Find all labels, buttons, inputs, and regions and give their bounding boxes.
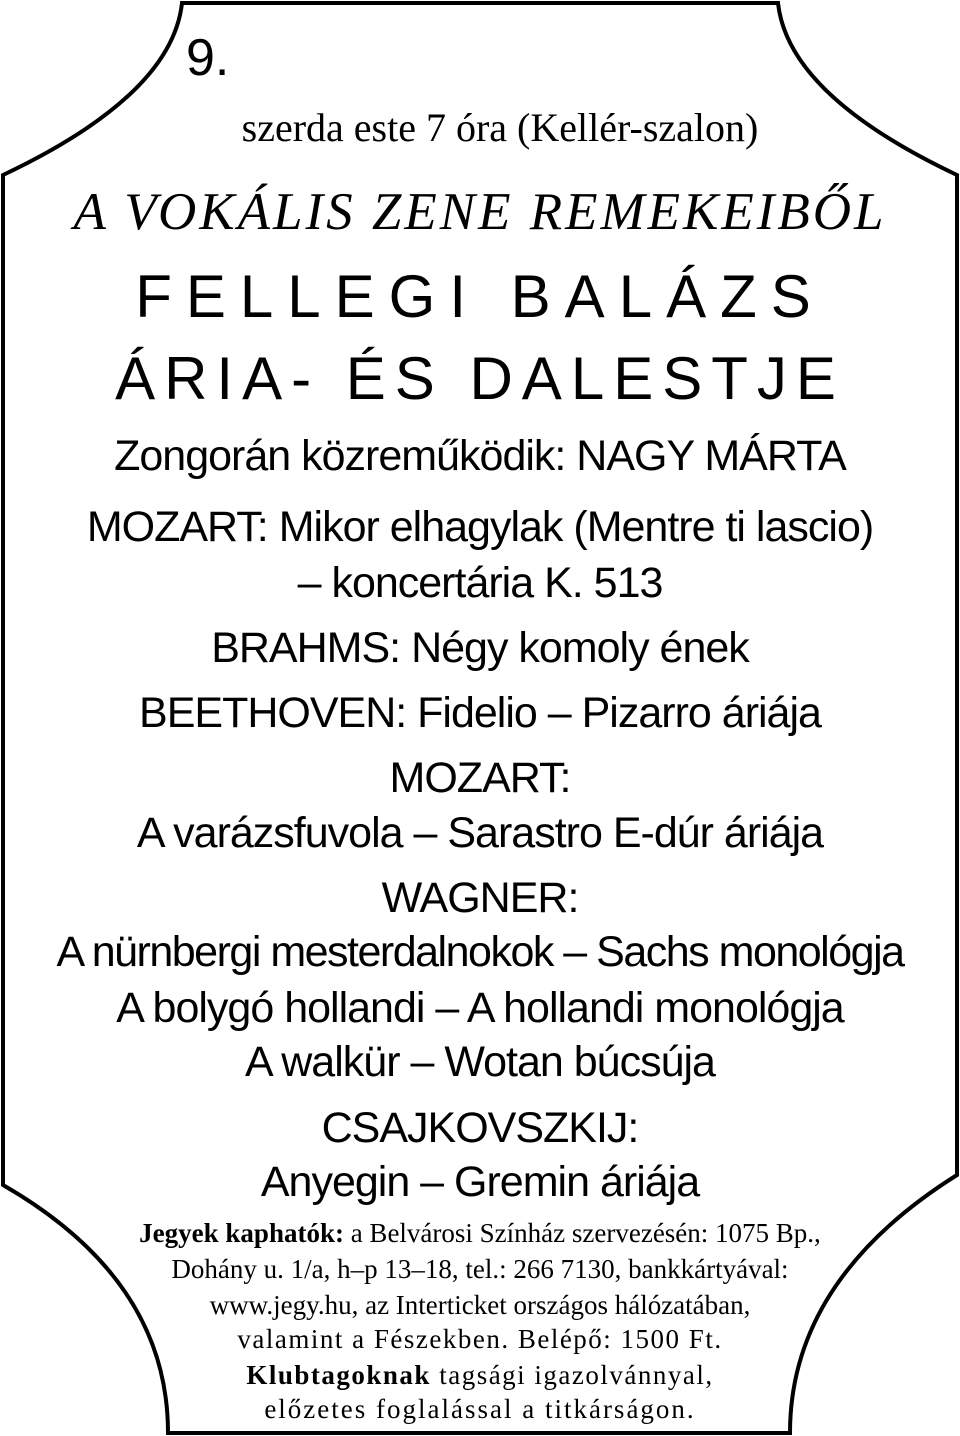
tickets-line-2: Dohány u. 1/a, h–p 13–18, tel.: 266 7130, bankkártyával: xyxy=(171,1254,789,1284)
performer-name: FELLEGI BALÁZS xyxy=(135,263,825,330)
tickets-label: Jegyek kaphatók: xyxy=(139,1218,344,1248)
program-item: MOZART: Mikor elhagylak (Mentre ti lascio) xyxy=(86,503,874,551)
tickets-line-4: valamint a Fészekben. Belépő: 1500 Ft. xyxy=(237,1324,723,1354)
composer-heading: MOZART: xyxy=(389,754,571,802)
program-item: A nürnbergi mesterdalnokok – Sachs monológja xyxy=(56,928,904,976)
series-title: A VOKÁLIS ZENE REMEKEIBŐL xyxy=(73,183,887,241)
program-item: A bolygó hollandi – A hollandi monológja xyxy=(116,984,844,1032)
tickets-line-3: www.jegy.hu, az Interticket országos hálózatában, xyxy=(209,1290,751,1320)
event-schedule: szerda este 7 óra (Kellér-szalon) xyxy=(241,105,759,150)
program-item: Anyegin – Gremin áriája xyxy=(260,1158,700,1206)
event-number: 9. xyxy=(186,29,230,87)
event-title: ÁRIA- ÉS DALESTJE xyxy=(115,345,845,412)
composer-heading: CSAJKOVSZKIJ: xyxy=(321,1104,639,1152)
program-item: BEETHOVEN: Fidelio – Pizarro áriája xyxy=(139,689,821,737)
composer-heading: WAGNER: xyxy=(381,874,579,922)
accompanist-line: Zongorán közreműködik: NAGY MÁRTA xyxy=(114,432,846,480)
members-label: Klubtagoknak xyxy=(246,1360,431,1390)
program-item: A varázsfuvola – Sarastro E-dúr áriája xyxy=(136,809,824,857)
members-line: Klubtagoknak tagsági igazolvánnyal, xyxy=(246,1360,714,1390)
program-item: A walkür – Wotan búcsúja xyxy=(245,1038,715,1086)
program-item: BRAHMS: Négy komoly ének xyxy=(211,624,749,672)
program-item: – koncertária K. 513 xyxy=(297,559,663,607)
tickets-line-1: Jegyek kaphatók: a Belvárosi Színház szervezésén: 1075 Bp., xyxy=(139,1218,821,1248)
reservation-line: előzetes foglalással a titkárságon. xyxy=(264,1394,696,1424)
